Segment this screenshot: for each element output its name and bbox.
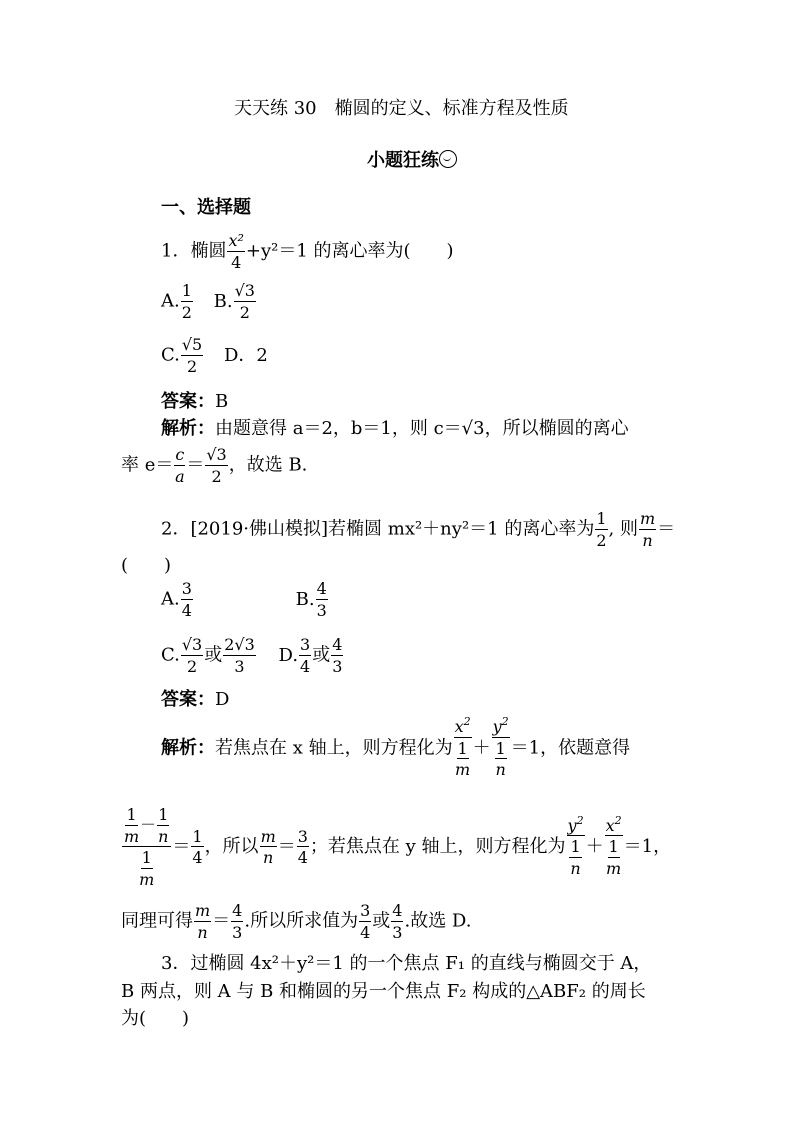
fraction: $\frac{3}{4}$: [360, 901, 371, 942]
option-a-label: A.: [161, 290, 180, 312]
option-a-label: A.: [161, 588, 180, 610]
option-b-fraction: $\frac{√3}{2}$: [234, 281, 255, 322]
answer-value: D: [215, 689, 230, 710]
option-c-label: C.: [161, 344, 180, 366]
option-c-fraction: $\frac{√5}{2}$: [181, 335, 203, 376]
option-a-fraction: $\frac{3}{4}$: [181, 579, 192, 620]
fraction: $\frac{2√3}{3}$: [224, 635, 255, 676]
fraction: $\frac{4}{3}$: [332, 635, 343, 676]
question-1-analysis-line2: 率 e＝ $\frac{c}{a}$ ＝ $\frac{√3}{2}$ ，故选 B.: [121, 445, 308, 486]
answer-label: 答案：: [161, 689, 215, 710]
option-a-fraction: $\frac{1}{2}$: [181, 281, 192, 322]
question-1-options-cd: [161, 336, 268, 375]
answer-value: B: [215, 391, 229, 412]
analysis-label: 解析：: [161, 737, 215, 759]
answer-label: 答案：: [161, 391, 215, 412]
fraction: $\frac{1}{2}$: [596, 509, 607, 550]
subtitle-text: 小题狂练: [367, 150, 439, 171]
compound-fraction: $\frac{x^2}{\frac{1}{m}}$: [454, 715, 471, 780]
question-number: 3．: [161, 953, 191, 974]
question-1-answer: [161, 393, 228, 411]
question-2-analysis-line2: $\frac{1}{m}$ － $\frac{1}{n}$ $\frac{1}{m}$ ＝ $\frac{1}{4}$ ，所以 $\frac{m}{n}$ ＝ $\frac{3}{4}$ ；若焦点在 y 轴上，则方程化为 $\frac{y^2}{\frac{1}{n}}$ ＋ $\frac{x^2}{\frac{1}{m}}$ ＝1，: [124, 805, 672, 889]
compound-fraction: $\frac{y^2}{\frac{1}{n}}$: [492, 715, 509, 780]
question-3-line2: B 两点，则 A 与 B 和椭圆的另一个焦点 F₂ 构成的△ABF₂ 的周长: [121, 981, 646, 1002]
fraction: $\frac{\text{x²}}{4}$: [228, 231, 244, 272]
option-c-label: C.: [161, 644, 180, 666]
question-2-analysis-line1: 解析：若焦点在 x 轴上，则方程化为 $\frac{x^2}{\frac{1}{m}}$ ＋ $\frac{y^2}{\frac{1}{n}}$ ＝1，依题意得: [161, 715, 631, 780]
stem-text: 椭圆: [190, 240, 227, 262]
fraction: $\frac{√3}{2}$: [206, 445, 227, 486]
question-number: 1．: [161, 240, 191, 262]
fraction: $\frac{3}{4}$: [300, 635, 311, 676]
fraction: $\frac{4}{3}$: [232, 901, 243, 942]
fraction: $\frac{√3}{2}$: [181, 635, 203, 676]
option-b-label: B.: [213, 290, 233, 312]
compound-fraction: $\frac{y^2}{\frac{1}{n}}$: [567, 813, 584, 878]
analysis-label: 解析：: [161, 418, 215, 439]
option-b-label: B.: [295, 588, 315, 610]
subtitle: [367, 150, 457, 170]
section-heading: 一、选择题: [161, 197, 251, 218]
smile-icon: [439, 150, 457, 168]
fraction: $\frac{m}{n}$: [639, 509, 656, 550]
question-2-options-cd: C. $\frac{√3}{2}$ 或 $\frac{2√3}{3}$ D. $\frac{3}{4}$ 或 $\frac{4}{3}$: [161, 635, 343, 676]
fraction: $\frac{m}{n}$: [260, 826, 276, 868]
page-title: 天天练 30 椭圆的定义、标准方程及性质: [234, 98, 569, 119]
question-1-options-ab: [161, 282, 257, 321]
question-2-paren: ( ): [121, 555, 172, 576]
fraction: $\frac{4}{3}$: [392, 901, 403, 942]
fraction: $\frac{1}{4}$: [192, 826, 203, 868]
question-1-stem: [161, 232, 454, 271]
question-1-analysis-line1: [161, 420, 629, 438]
stem-text: +y²＝1 的离心率为( ): [245, 240, 454, 262]
question-number: 2．: [161, 518, 191, 540]
option-b-fraction: $\frac{4}{3}$: [316, 579, 327, 620]
question-3-line1: 3．过椭圆 4x²＋y²＝1 的一个焦点 F₁ 的直线与椭圆交于 A，: [161, 953, 652, 974]
question-3-line3: 为( ): [121, 1008, 190, 1029]
fraction: $\frac{m}{n}$: [195, 901, 211, 942]
fraction: $\frac{c}{a}$: [175, 445, 185, 486]
compound-fraction: $\frac{x^2}{\frac{1}{m}}$: [605, 813, 622, 878]
question-2-answer: [161, 691, 229, 709]
question-2-options-ab: [161, 580, 329, 619]
option-d: D．2: [223, 344, 268, 366]
question-2-stem: 2．[2019·佛山模拟]若椭圆 mx²＋ny²＝1 的离心率为 $\frac{1}{2}$ , 则 $\frac{m}{n}$ ＝: [161, 509, 676, 550]
fraction: $\frac{3}{4}$: [297, 826, 308, 868]
option-d-label: D.: [278, 644, 299, 666]
question-2-analysis-line3: 同理可得 $\frac{m}{n}$ ＝ $\frac{4}{3}$ .所以所求值为 $\frac{3}{4}$ 或 $\frac{4}{3}$ .故选 D.: [121, 901, 472, 942]
compound-fraction: $\frac{1}{m}$ － $\frac{1}{n}$ $\frac{1}{m}$: [122, 806, 171, 888]
analysis-text: 由题意得 a＝2，b＝1，则 c＝√3，所以椭圆的离心: [215, 418, 629, 439]
